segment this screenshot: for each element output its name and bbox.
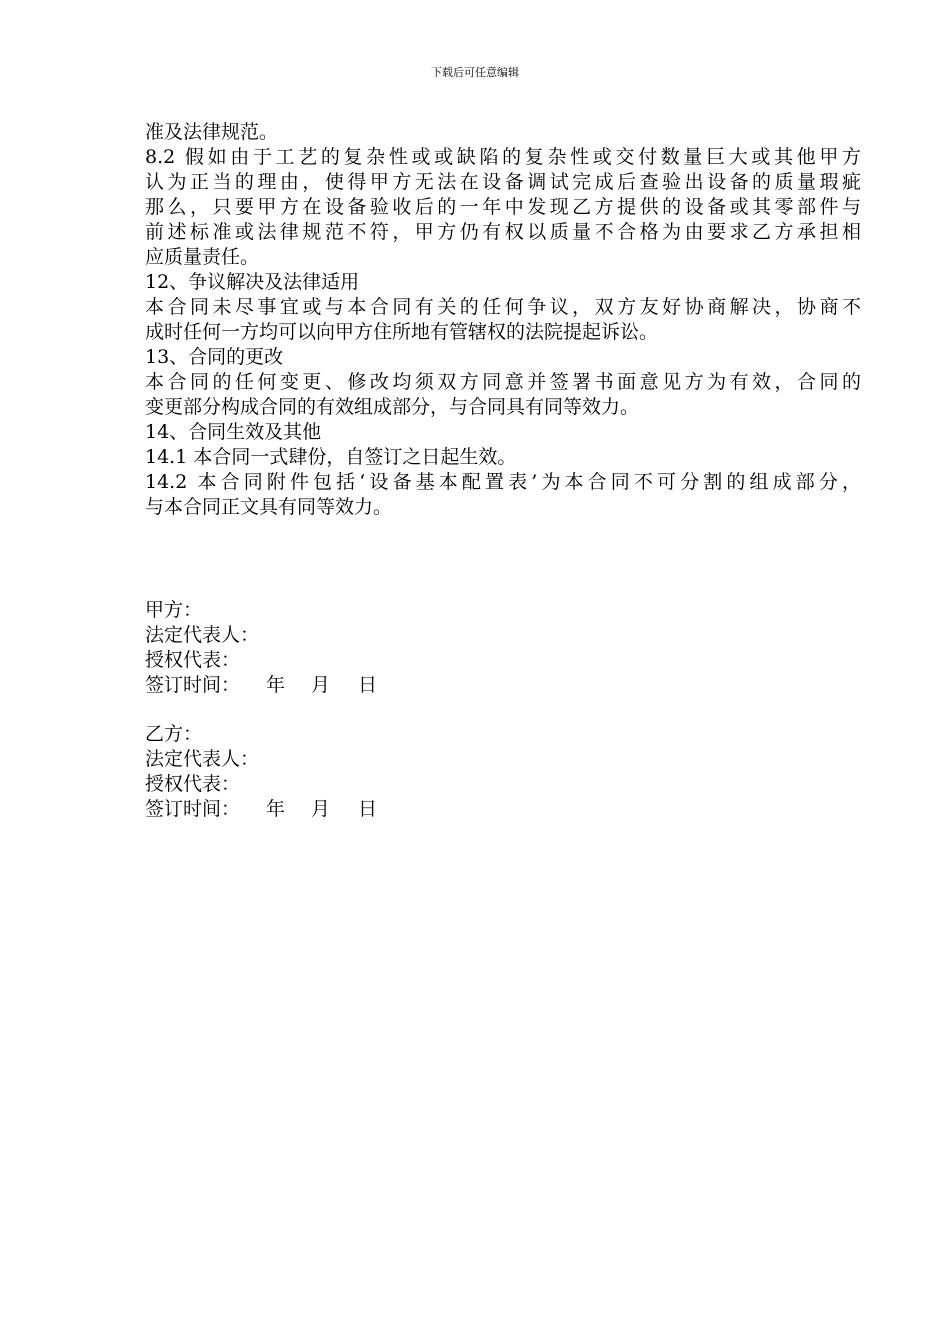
party-b-legal-rep: 法定代表人： bbox=[145, 748, 260, 770]
party-a-sign-time-row bbox=[145, 673, 377, 698]
clause-line: 成时任何一方均可以向甲方住所地有管辖权的法院提起诉讼。 bbox=[145, 321, 659, 343]
year-label: 年 bbox=[266, 674, 286, 696]
contract-body bbox=[145, 120, 861, 520]
clause-line: 变更部分构成合同的有效组成部分，与合同具有同等效力。 bbox=[145, 396, 640, 418]
month-label: 月 bbox=[311, 798, 331, 820]
clause-line: 与本合同正文具有同等效力。 bbox=[145, 496, 393, 518]
party-a-authorized-rep: 授权代表： bbox=[145, 649, 241, 671]
clause-line: 14.1 本合同一式肆份，自签订之日起生效。 bbox=[145, 446, 517, 468]
section-heading-14: 14、合同生效及其他 bbox=[145, 421, 322, 443]
party-a-legal-rep: 法定代表人： bbox=[145, 624, 260, 646]
clause-line: 前述标准或法律规范不符，甲方仍有权以质量不合格为由要求乙方承担相 bbox=[145, 221, 861, 243]
section-heading-13: 13、合同的更改 bbox=[145, 346, 284, 368]
day-label: 日 bbox=[358, 798, 378, 820]
party-b-label: 乙方： bbox=[145, 723, 203, 745]
sign-time-label: 签订时间： bbox=[145, 674, 241, 696]
page-header-note: 下载后可任意编辑 bbox=[431, 66, 519, 79]
clause-line: 14.2 本合同附件包括‘设备基本配置表’为本合同不可分割的组成部分， bbox=[145, 471, 861, 493]
section-heading-12: 12、争议解决及法律适用 bbox=[145, 271, 360, 293]
day-label: 日 bbox=[358, 674, 378, 696]
clause-line: 那么，只要甲方在设备验收后的一年中发现乙方提供的设备或其零部件与 bbox=[145, 196, 861, 218]
party-b-sign-time-row bbox=[145, 797, 377, 822]
clause-line: 本合同的任何变更、修改均须双方同意并签署书面意见方为有效，合同的 bbox=[145, 371, 861, 393]
clause-line: 本合同未尽事宜或与本合同有关的任何争议，双方友好协商解决，协商不 bbox=[145, 296, 861, 318]
clause-line: 认为正当的理由，使得甲方无法在设备调试完成后查验出设备的质量瑕疵 bbox=[145, 171, 861, 193]
clause-line: 准及法律规范。 bbox=[145, 121, 279, 143]
clause-line: 8.2 假如由于工艺的复杂性或或缺陷的复杂性或交付数量巨大或其他甲方 bbox=[145, 146, 861, 168]
sign-time-label: 签订时间： bbox=[145, 798, 241, 820]
party-b-authorized-rep: 授权代表： bbox=[145, 773, 241, 795]
signature-block-party-a bbox=[145, 598, 377, 698]
clause-line: 应质量责任。 bbox=[145, 246, 260, 268]
signature-block-party-b bbox=[145, 722, 377, 822]
month-label: 月 bbox=[311, 674, 331, 696]
year-label: 年 bbox=[266, 798, 286, 820]
party-a-label: 甲方： bbox=[145, 599, 203, 621]
